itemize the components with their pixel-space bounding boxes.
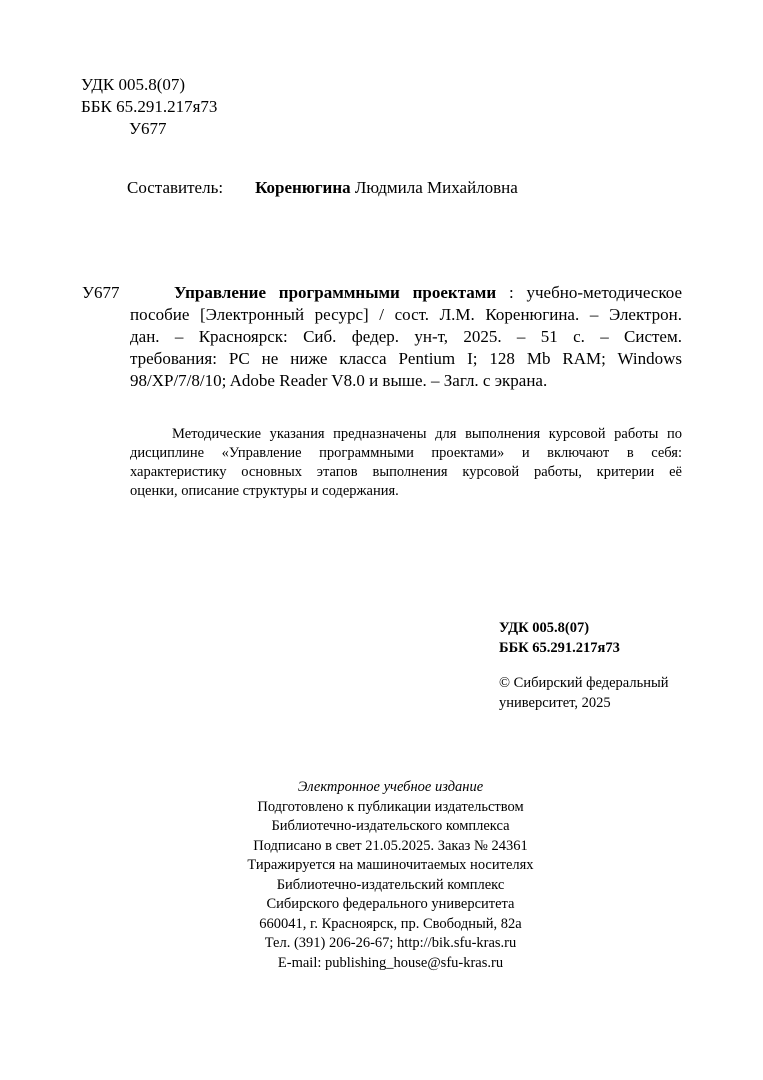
bib-record-line-3: дан. – Красноярск: Сиб. федер. ун-т, 2025. – 51 с. – Систем. <box>130 327 682 346</box>
imprint-line: Подписано в свет 21.05.2025. Заказ № 24361 <box>253 837 528 854</box>
bib-record-line-2: пособие [Электронный ресурс] / сост. Л.М. Коренюгина. – Электрон. <box>130 305 682 324</box>
imprint-line: Тиражируется на машиночитаемых носителях <box>247 857 534 873</box>
bib-record-line-4: требования: PC не ниже класса Pentium I; 128 Mb RAM; Windows <box>130 349 682 368</box>
bib-title-suffix: : учебно-методическое <box>508 283 682 302</box>
imprint-line: Библиотечно-издательский комплекс <box>276 876 505 893</box>
edition-type: Электронное учебное издание <box>297 779 484 795</box>
annotation-line-4: оценки, описание структуры и содержания. <box>130 483 399 499</box>
right-bbk: ББК 65.291.217я73 <box>499 639 620 656</box>
right-block <box>499 619 668 713</box>
annotation <box>130 444 682 501</box>
bib-record-line-5: 98/XP/7/8/10; Adobe Reader V8.0 и выше. – Загл. с экрана. <box>130 371 548 390</box>
imprint-email: E-mail: publishing_house@sfu-kras.ru <box>277 954 504 971</box>
compiler-label: Составитель: <box>127 178 224 197</box>
right-udk: УДК 005.8(07) <box>499 620 590 636</box>
compiler-surname: Коренюгина <box>255 178 351 197</box>
annotation-line-3: характеристику основных этапов выполнения курсовой работы, критерии её <box>130 464 682 480</box>
imprint-line: Сибирского федерального университета <box>266 896 515 912</box>
imprint <box>9 778 763 973</box>
annotation-first <box>172 425 682 444</box>
imprint-line: Тел. (391) 206-26-67; http://bik.sfu-kras.ru <box>264 935 517 951</box>
copyright-line-1: © Сибирский федеральный <box>499 675 669 691</box>
udk-code: УДК 005.8(07) <box>81 75 186 94</box>
compiler-line <box>127 177 518 199</box>
annotation-line-2: дисциплине «Управление программными проектами» и включают в себя: <box>130 445 682 461</box>
imprint-line: 660041, г. Красноярск, пр. Свободный, 82а <box>259 915 522 932</box>
bib-record-line-1 <box>174 282 682 304</box>
author-mark: У677 <box>129 119 167 138</box>
bbk-code: ББК 65.291.217я73 <box>81 97 218 116</box>
imprint-line: Библиотечно-издательского комплекса <box>271 818 510 834</box>
bib-record-code: У677 <box>82 283 120 302</box>
bib-record <box>130 304 682 392</box>
imprint-line: Подготовлено к публикации издательством <box>257 798 524 815</box>
annotation-line-1: Методические указания предназначены для выполнения курсовой работы по <box>172 426 682 442</box>
copyright-line-2: университет, 2025 <box>499 694 611 711</box>
bib-title: Управление программными проектами <box>174 283 497 302</box>
compiler-given-names: Людмила Михайловна <box>354 178 518 197</box>
bib-record-first-line <box>174 282 682 304</box>
